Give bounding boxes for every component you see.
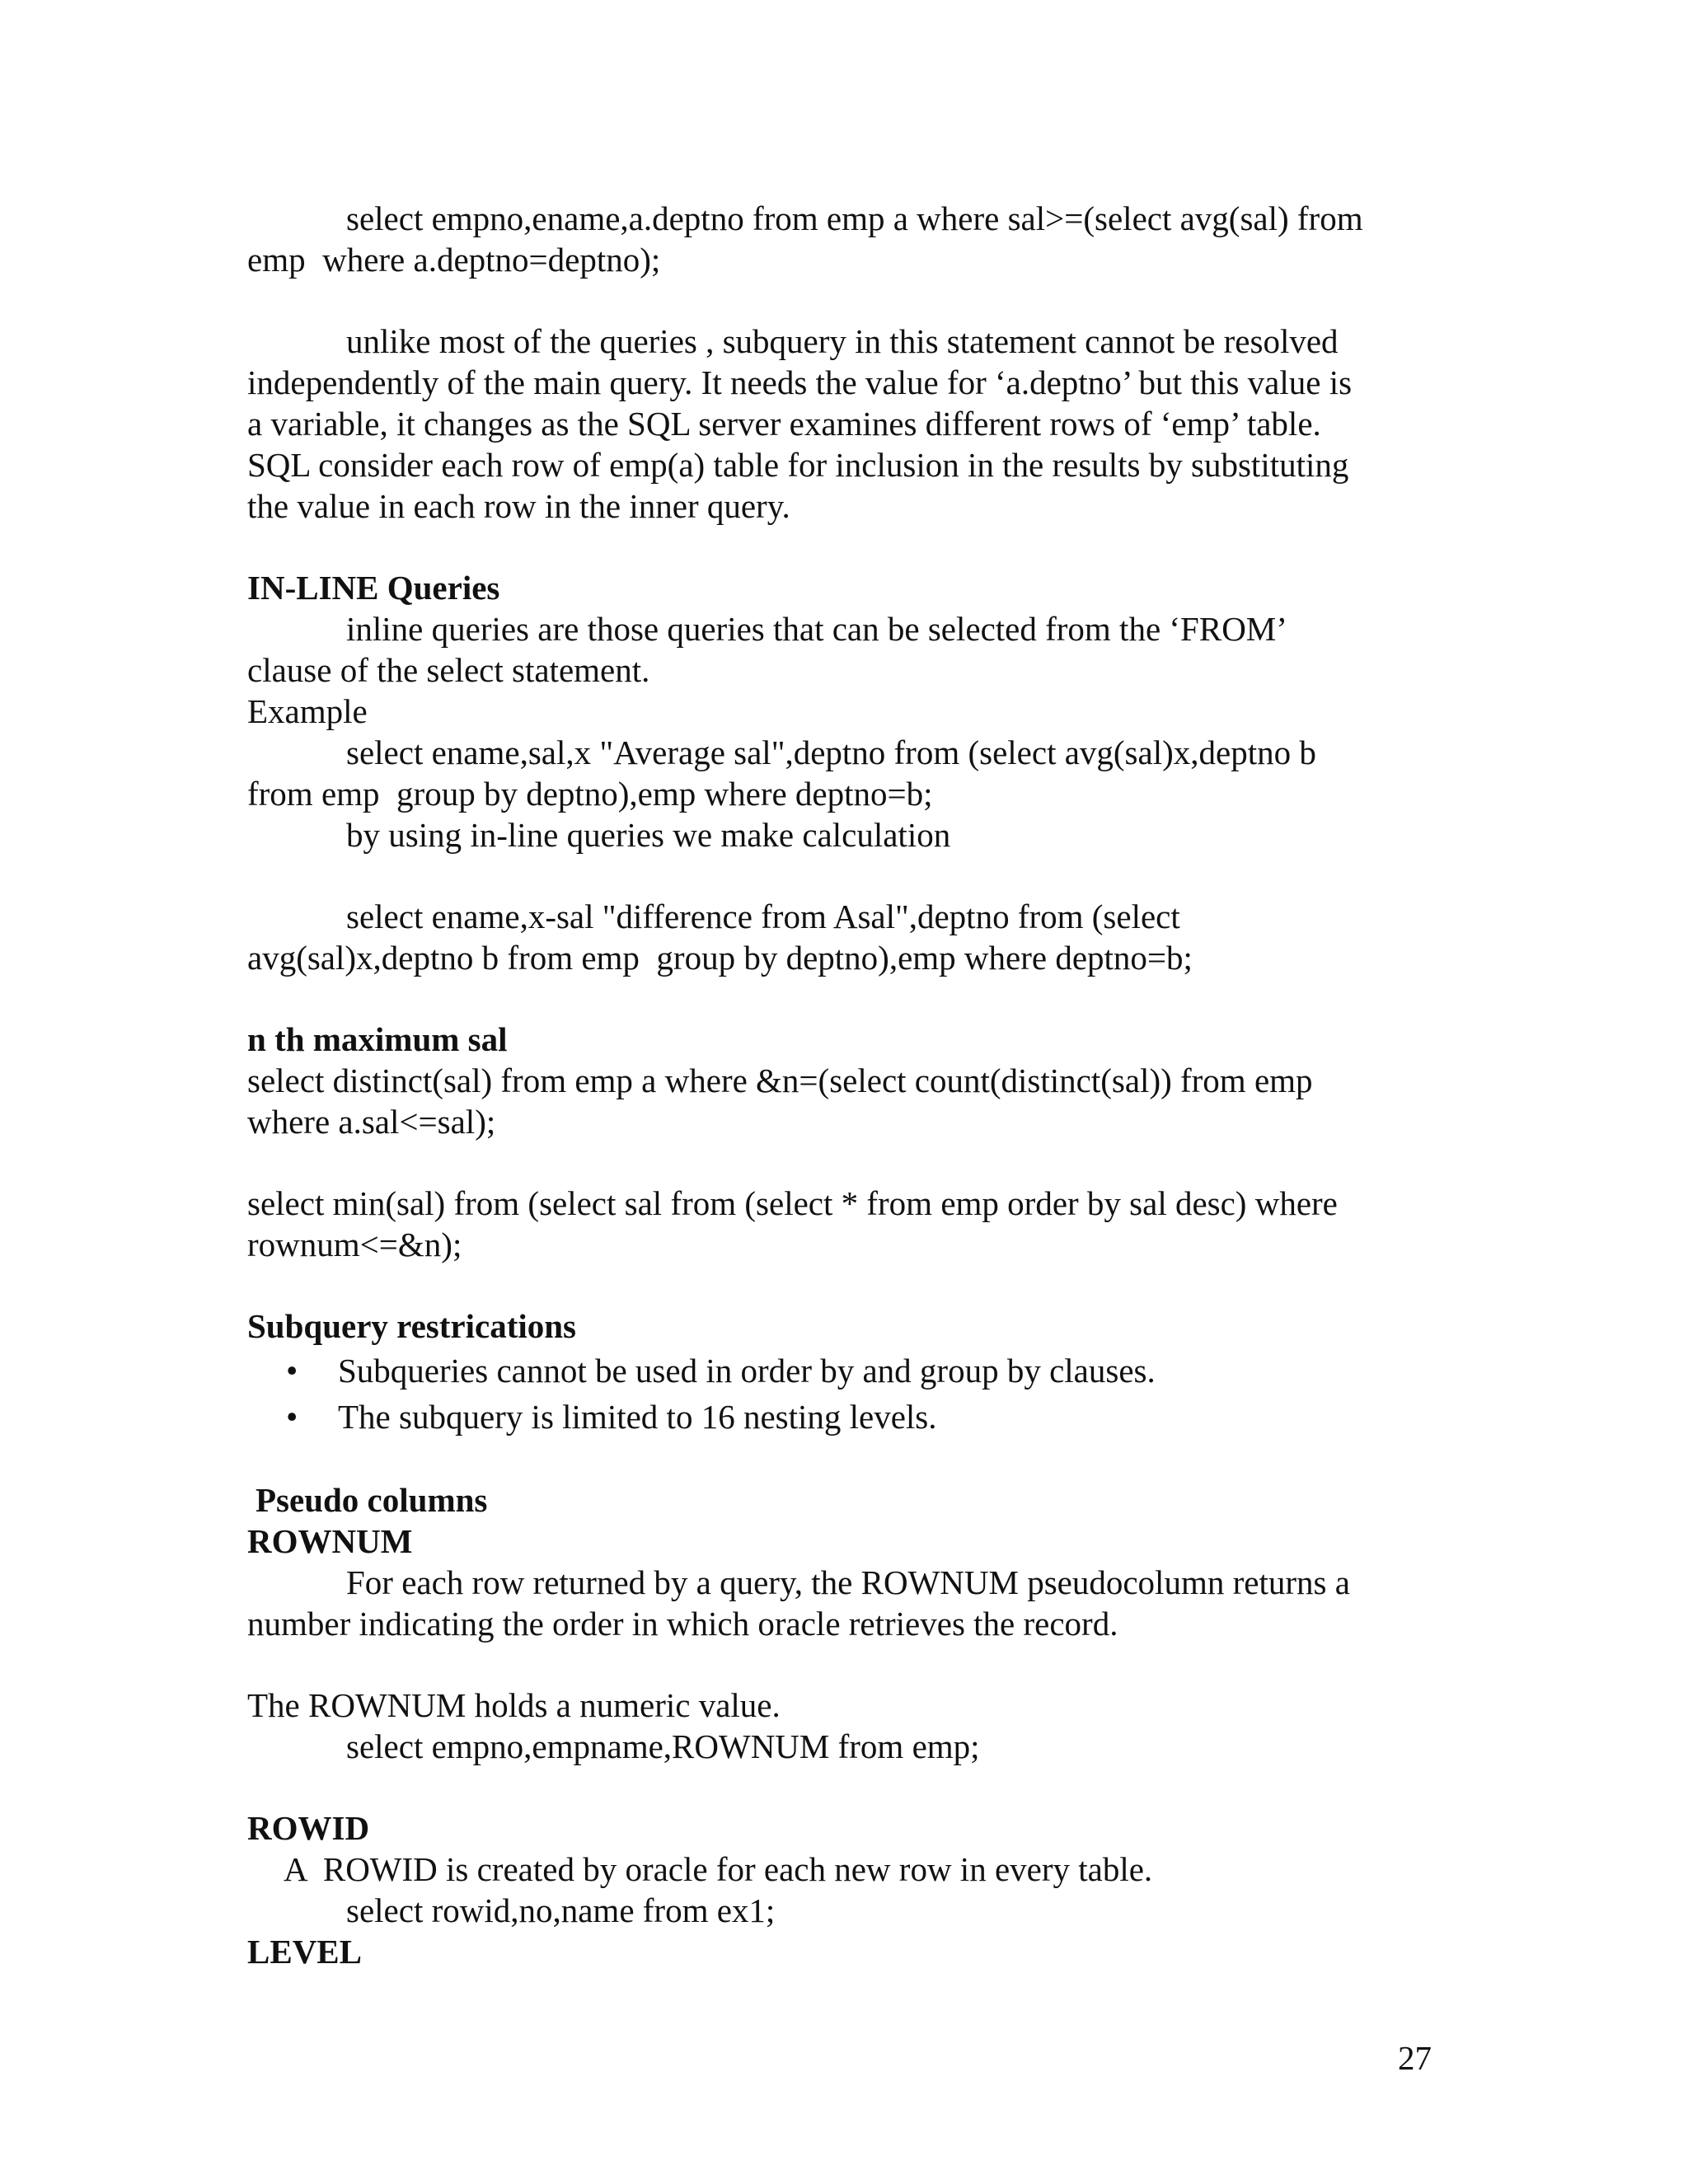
code-line: select empno,ename,a.deptno from emp a where sal>=(select avg(sal) from: [346, 199, 1363, 237]
paragraph-line: Example: [247, 692, 368, 730]
section-heading: Subquery restrications: [247, 1307, 577, 1345]
code-line: select ename,x-sal "difference from Asal",deptno from (select: [346, 898, 1180, 935]
section-heading: LEVEL: [247, 1933, 362, 1971]
section-heading: ROWNUM: [247, 1522, 413, 1560]
paragraph-line: the value in each row in the inner query.: [247, 487, 790, 525]
code-line: select rowid,no,name from ex1;: [346, 1891, 776, 1929]
code-line: select empno,empname,ROWNUM from emp;: [346, 1727, 980, 1765]
section-heading: Pseudo columns: [256, 1481, 488, 1519]
paragraph-line: inline queries are those queries that can be selected from the ‘FROM’: [346, 610, 1287, 648]
code-line: select ename,sal,x "Average sal",deptno from (select avg(sal)x,deptno b: [346, 733, 1316, 771]
bullet-icon: •: [286, 1398, 298, 1436]
code-line: avg(sal)x,deptno b from emp group by deptno),emp where deptno=b;: [247, 939, 1193, 977]
code-line: select distinct(sal) from emp a where &n=(select count(distinct(sal)) from emp: [247, 1062, 1313, 1099]
paragraph-line: unlike most of the queries , subquery in this statement cannot be resolved: [346, 322, 1339, 360]
code-line: rownum<=&n);: [247, 1226, 462, 1263]
paragraph-line: The ROWNUM holds a numeric value.: [247, 1686, 781, 1724]
code-line: select min(sal) from (select sal from (select * from emp order by sal desc) where: [247, 1184, 1338, 1222]
code-line: emp where a.deptno=deptno);: [247, 241, 661, 279]
code-line: from emp group by deptno),emp where deptno=b;: [247, 775, 933, 813]
bullet-icon: •: [286, 1352, 298, 1390]
section-heading: n th maximum sal: [247, 1020, 508, 1058]
section-heading: IN-LINE Queries: [247, 569, 500, 607]
paragraph-line: independently of the main query. It needs the value for ‘a.deptno’ but this value is: [247, 363, 1353, 401]
paragraph-line: For each row returned by a query, the ROWNUM pseudocolumn returns a: [346, 1563, 1350, 1601]
page-number: 27: [1398, 2039, 1432, 2077]
code-line: where a.sal<=sal);: [247, 1103, 496, 1141]
paragraph-line: SQL consider each row of emp(a) table for inclusion in the results by substituting: [247, 446, 1349, 484]
paragraph-line: clause of the select statement.: [247, 651, 650, 689]
bullet-text: The subquery is limited to 16 nesting levels.: [338, 1398, 937, 1436]
paragraph-line: by using in-line queries we make calculation: [346, 816, 951, 854]
paragraph-line: a variable, it changes as the SQL server examines different rows of ‘emp’ table.: [247, 405, 1321, 443]
bullet-text: Subqueries cannot be used in order by and group by clauses.: [338, 1352, 1156, 1390]
paragraph-line: number indicating the order in which oracle retrieves the record.: [247, 1605, 1118, 1643]
paragraph-line: A ROWID is created by oracle for each new row in every table.: [284, 1850, 1153, 1888]
section-heading: ROWID: [247, 1809, 370, 1847]
